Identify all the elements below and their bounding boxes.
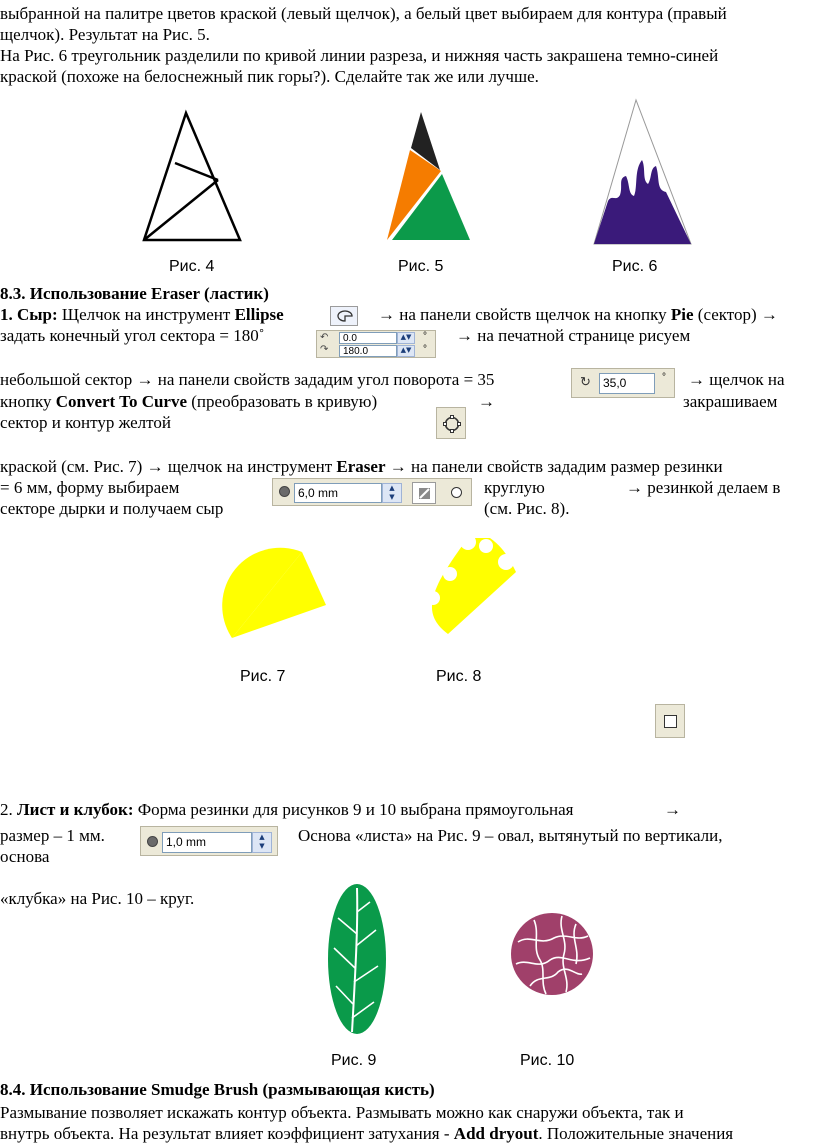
figure-10-ball [510, 912, 594, 996]
step-title: Лист и клубок: [17, 800, 134, 819]
rotate-icon: ↻ [580, 374, 591, 389]
paragraph-line: Размывание позволяет искажать контур объекта. Размывать можно как снаружи объекта, так и [0, 1103, 684, 1122]
paragraph-line [0, 1124, 733, 1144]
eraser-size-icon [147, 836, 158, 847]
end-angle-icon: ↷ [320, 344, 329, 355]
rotation-panel [571, 368, 675, 398]
convert-to-curve-button[interactable] [436, 407, 466, 439]
step-number: 1. Сыр: [0, 305, 58, 324]
figure-7-sector [216, 548, 328, 646]
paragraph-line: щелчок). Результат на Рис. 5. [0, 25, 210, 44]
figure-9-leaf [326, 882, 388, 1036]
button-name: Convert To Curve [55, 392, 188, 411]
text: краской (см. Рис. 7) → щелчок на инструмент [0, 457, 337, 476]
paragraph-line: выбранной на палитре цветов краской (левый щелчок), а белый цвет выбираем для контура (правый [0, 4, 727, 23]
eraser-size-input[interactable]: 6,0 mm [294, 483, 382, 503]
figure-caption: Рис. 9 [331, 1052, 377, 1069]
end-angle-spinner[interactable]: ▲▼ [397, 345, 415, 357]
paragraph-line: круглую [484, 478, 545, 497]
paragraph-line: размер – 1 мм. [0, 826, 105, 845]
eraser-size-icon [279, 486, 290, 497]
paragraph-line [0, 457, 723, 477]
figure-8-cheese [420, 530, 520, 640]
paragraph-line: Основа «листа» на Рис. 9 – овал, вытянутый по вертикали, [298, 826, 723, 845]
paragraph-line: (см. Рис. 8). [484, 499, 570, 518]
paragraph-line: закрашиваем [683, 392, 778, 411]
eraser-tool-icon [417, 486, 432, 501]
figure-caption: Рис. 4 [169, 258, 215, 275]
convert-to-curve-icon [443, 415, 461, 433]
paragraph-line: небольшой сектор → на панели свойств зададим угол поворота = 35 [0, 370, 495, 389]
pie-button[interactable] [330, 306, 358, 326]
eraser-size-spinner[interactable]: ▲ ▼ [252, 832, 272, 853]
round-shape-icon[interactable] [451, 487, 462, 498]
text: Щелчок на инструмент [57, 305, 235, 324]
paragraph-line: «клубка» на Рис. 10 – круг. [0, 889, 195, 908]
rotation-input[interactable]: 35,0 [599, 373, 655, 394]
pie-icon [337, 310, 353, 322]
paragraph-line: сектор и контур желтой [0, 413, 171, 432]
paragraph-line: На Рис. 6 треугольник разделили по кривой линии разреза, и нижняя часть закрашена темно-синей [0, 46, 719, 65]
button-name: Pie [670, 305, 694, 324]
paragraph-line: = 6 мм, форму выбираем [0, 478, 180, 497]
eraser-panel [272, 478, 472, 506]
paragraph-line: секторе дырки и получаем сыр [0, 499, 224, 518]
degree-label: ° [423, 344, 427, 355]
paragraph-line: задать конечный угол сектора = 180˚ [0, 326, 265, 345]
tool-name: Ellipse [234, 305, 284, 324]
start-angle-icon: ↶ [320, 332, 329, 343]
text: (преобразовать в кривую) [187, 392, 378, 411]
figure-caption: Рис. 8 [436, 668, 482, 685]
figure-5-triangle [380, 110, 475, 248]
end-angle-input[interactable]: 180.0 [339, 345, 397, 357]
section-heading: 8.4. Использование Smudge Brush (размывающая кисть) [0, 1080, 435, 1099]
figure-caption: Рис. 7 [240, 668, 286, 685]
auto-reduce-button[interactable] [412, 482, 436, 504]
paragraph-line [0, 305, 284, 325]
tool-name: Eraser [336, 457, 386, 476]
figure-6-mountain [590, 98, 695, 248]
arrow: → [478, 392, 495, 411]
figure-caption: Рис. 5 [398, 258, 444, 275]
square-shape-icon [664, 715, 677, 728]
paragraph-line: → щелчок на [688, 370, 785, 389]
angle-panel [316, 330, 436, 358]
text: Форма резинки для рисунков 9 и 10 выбрана прямоугольная [133, 800, 574, 819]
text: → на панели свойств щелчок на кнопку [378, 305, 671, 324]
text: . Положительные значения [538, 1124, 734, 1143]
arrow: → [664, 800, 681, 819]
degree-label: ° [662, 372, 666, 383]
start-angle-input[interactable]: 0.0 [339, 332, 397, 344]
parameter-name: Add dryout [453, 1124, 539, 1143]
start-angle-spinner[interactable]: ▲▼ [397, 332, 415, 344]
section-heading: 8.3. Использование Eraser (ластик) [0, 284, 269, 303]
text: (сектор) → [693, 305, 778, 324]
figure-4-triangle [140, 110, 250, 245]
degree-label: ° [423, 331, 427, 342]
paragraph-line: → резинкой делаем в [626, 478, 781, 497]
eraser-size-input[interactable]: 1,0 mm [162, 832, 252, 853]
paragraph-line [0, 392, 377, 412]
figure-caption: Рис. 6 [612, 258, 658, 275]
rectangle-shape-button[interactable] [655, 704, 685, 738]
paragraph-line: основа [0, 847, 50, 866]
text: кнопку [0, 392, 56, 411]
figure-caption: Рис. 10 [520, 1052, 575, 1069]
text: внутрь объекта. На результат влияет коэффициент затухания - [0, 1124, 454, 1143]
paragraph-line: → на печатной странице рисуем [456, 326, 691, 345]
text: → на панели свойств зададим размер резинки [385, 457, 723, 476]
step-number: 2. [0, 800, 17, 819]
eraser-size-spinner[interactable]: ▲ ▼ [382, 483, 402, 503]
paragraph-line [378, 305, 778, 325]
paragraph-line [0, 800, 573, 820]
paragraph-line: краской (похоже на белоснежный пик горы?). Сделайте так же или лучше. [0, 67, 539, 86]
eraser-size-panel [140, 826, 278, 856]
